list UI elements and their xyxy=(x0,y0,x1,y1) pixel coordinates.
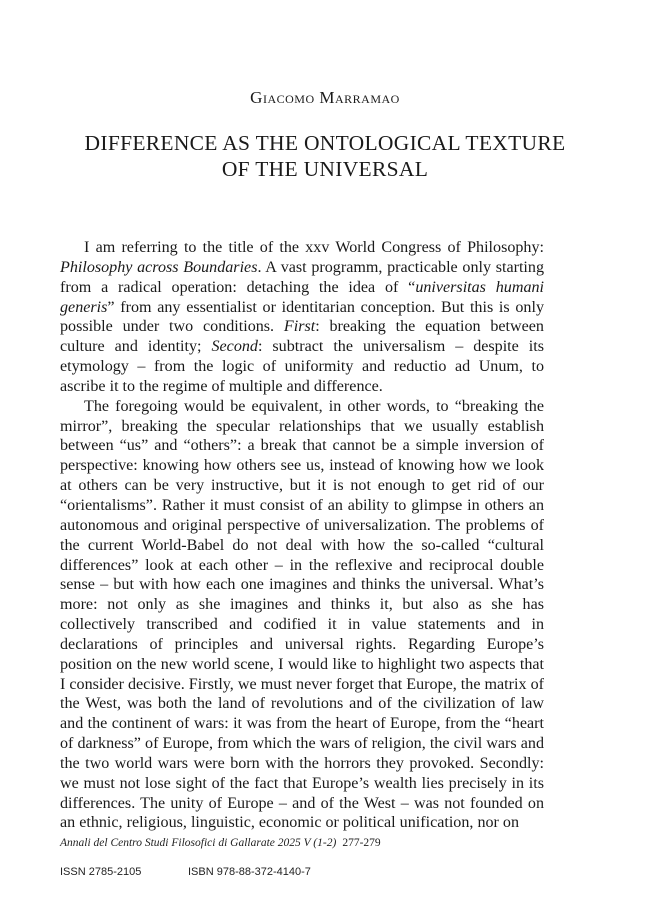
p1-text-3: ” from any essentialist or identitarian conception. But this is only possible under two conditions. xyxy=(60,298,544,336)
title-line-2: OF THE UNIVERSAL xyxy=(221,157,429,181)
p1-italic-3: First xyxy=(283,318,316,336)
p1-italic-2: universitas humani generis xyxy=(60,278,545,316)
p1-text-2: . A vast programm, practicable only starting from a radical operation: detaching the idea of “ xyxy=(60,258,544,296)
page-range: 277-279 xyxy=(342,837,381,849)
isbn: ISBN 978-88-372-4140-7 xyxy=(188,866,311,878)
p1-italic-1: Philosophy across Boundaries xyxy=(60,258,258,276)
author-name: Giacomo Marramao xyxy=(250,88,400,107)
p1-text-1: I am referring to the title of the xxv World Congress of Philosophy: xyxy=(84,239,544,256)
paragraph-1 xyxy=(60,238,544,397)
p1-text-4: : breaking the equation between culture and identity; xyxy=(60,318,544,356)
title-line-1: DIFFERENCE AS THE ONTOLOGICAL TEXTURE xyxy=(84,131,566,155)
issn: ISSN 2785-2105 xyxy=(60,866,142,878)
article-body xyxy=(60,238,544,833)
article-title xyxy=(0,130,650,182)
p1-text-5: : subtract the universalism – despite its etymology – from the logic of uniformity and reductio ad Unum, to ascribe it to the regime of multiple and difference. xyxy=(60,338,544,395)
p1-italic-4: Second xyxy=(211,338,258,356)
paragraph-2: The foregoing would be equivalent, in other words, to “breaking the mirror”, breaking the specular relationships that we usually establish between “us” and “others”: a break that cannot be a simple inversion of perspective: knowing how others see us, instead of knowing how we look at others can be very instructive, but it is not enough to get rid of our “orientalisms”. Rather it must consist of an ability to glimpse in others an autonomous and original perspective of universalization. The problems of the current World-Babel do not deal with how the so-called “cultural differences” look at each other – in the reflexive and reciprocal double sense – but with how each one imagines and thinks the universal. What’s more: not only as she imagines and thinks it, but also as she has collectively transcribed and codified it in value statements and in declarations of principles and universal rights. Regarding Europe’s position on the new world scene, I would like to highlight two aspects that I consider decisive. Firstly, we must never forget that Europe, the matrix of the West, was both the land of revolutions and of the civilization of law and the continent of wars: it was from the heart of Europe, from the “heart of darkness” of Europe, from which the wars of religion, the civil wars and the two world wars were born with the horrors they provoked. Secondly: we must not lose sight of the fact that Europe’s wealth lies precisely in its differences. The unity of Europe – and of the West – was not founded on an ethnic, religious, linguistic, economic or political unification, nor on xyxy=(60,397,544,832)
journal-name: Annali del Centro Studi Filosofici di Gallarate 2025 V (1-2) xyxy=(60,837,337,849)
identifiers xyxy=(60,866,311,878)
journal-citation xyxy=(60,837,381,849)
